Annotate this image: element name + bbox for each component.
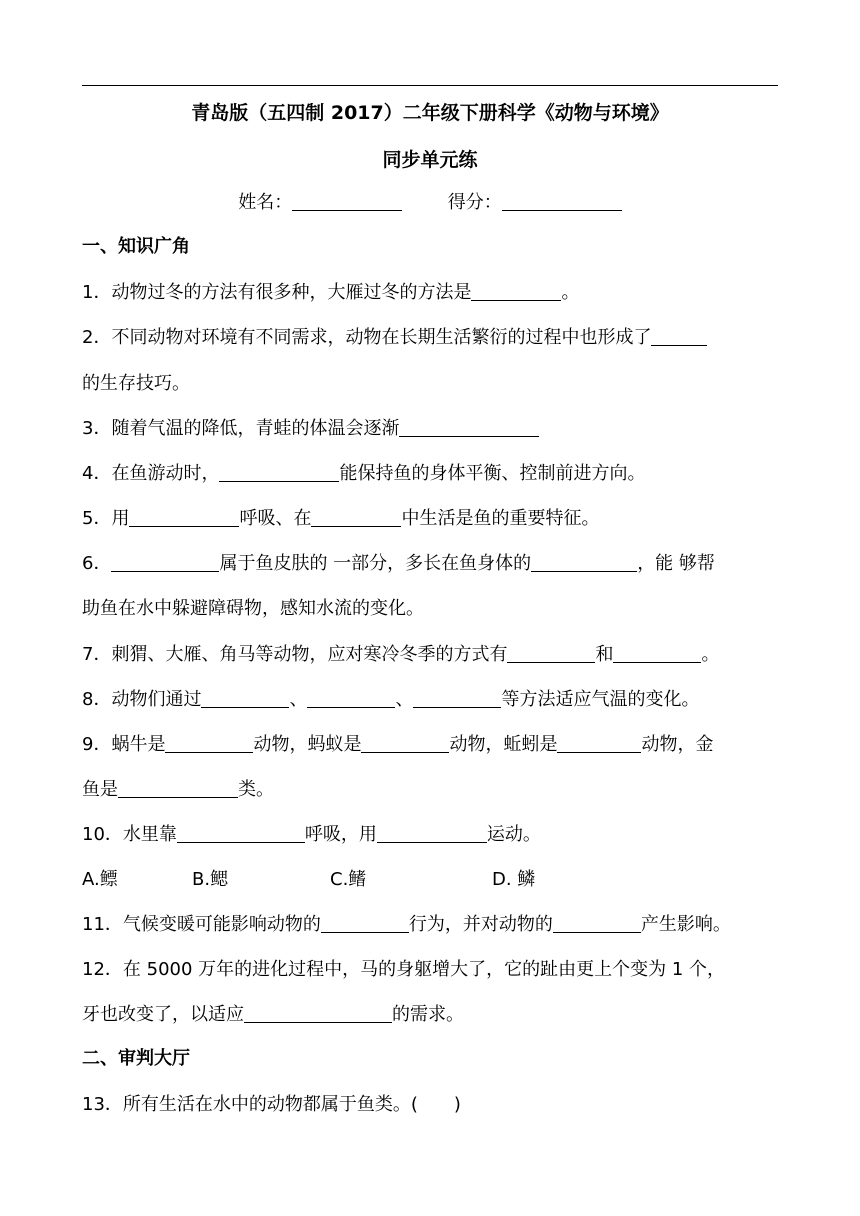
q6-text-mid: 属于鱼皮肤的 一部分，多长在鱼身体的 (219, 553, 532, 574)
answer-blank[interactable] (471, 282, 561, 301)
answer-blank[interactable] (613, 644, 701, 663)
q8-text: 8．动物们通过 (82, 689, 202, 710)
answer-blank[interactable] (165, 734, 253, 753)
q5-text-mid: 呼吸、在 (239, 508, 312, 529)
name-label: 姓名： (238, 192, 293, 213)
page-subtitle: 同步单元练 (382, 149, 478, 171)
question-6 (82, 549, 782, 575)
q9-text: 9．蜗牛是 (82, 734, 166, 755)
q12-text: 12．在 5000 万年的进化过程中，马的身躯增大了，它的趾由更上个变为 1 个， (82, 959, 726, 980)
q7-text-end: 。 (701, 644, 720, 665)
q8-sep-1: 、 (289, 689, 308, 710)
q1-end: 。 (561, 282, 580, 303)
q10-text-end: 运动。 (486, 824, 541, 845)
q10-text-mid: 呼吸，用 (304, 824, 377, 845)
answer-blank[interactable] (399, 418, 539, 437)
answer-blank[interactable] (244, 1004, 392, 1023)
question-9 (82, 730, 782, 756)
top-rule (82, 85, 778, 86)
q10-text: 10．水里靠 (82, 824, 177, 845)
answer-blank[interactable] (651, 327, 707, 346)
question-2 (82, 323, 782, 349)
q11-text-mid: 行为，并对动物的 (408, 914, 553, 935)
question-12 (82, 955, 782, 981)
option-b[interactable]: B.鳃 (192, 869, 229, 890)
q3-text: 3．随着气温的降低，青蛙的体温会逐渐 (82, 418, 400, 439)
q6-text-cont: 助鱼在水中躲避障碍物，感知水流的变化。 (82, 598, 424, 619)
answer-blank[interactable] (413, 689, 501, 708)
question-11 (82, 910, 782, 936)
answer-blank[interactable] (111, 553, 219, 572)
answer-blank[interactable] (219, 463, 339, 482)
answer-blank[interactable] (507, 644, 595, 663)
q7-text: 7．刺猬、大雁、角马等动物，应对寒冷冬季的方式有 (82, 644, 508, 665)
q4-text-end: 能保持鱼的身体平衡、控制前进方向。 (339, 463, 646, 484)
q2-text: 2．不同动物对环境有不同需求，动物在长期生活繁衍的过程中也形成了 (82, 327, 652, 348)
score-label: 得分： (447, 192, 502, 213)
answer-blank[interactable] (377, 824, 487, 843)
name-field[interactable] (238, 188, 402, 214)
q9-text-2: 动物，蚂蚁是 (253, 734, 362, 755)
q7-text-mid: 和 (595, 644, 614, 665)
question-1 (82, 278, 782, 304)
question-3 (82, 414, 782, 440)
q2-text-cont: 的生存技巧。 (82, 373, 190, 394)
q6-text-end: ，能 够帮 (637, 553, 715, 574)
question-4 (82, 459, 782, 485)
question-13 (82, 1090, 782, 1116)
question-10 (82, 820, 782, 846)
page-title: 青岛版（五四制 2017）二年级下册科学《动物与环境》 (191, 102, 669, 124)
question-8 (82, 685, 782, 711)
name-blank[interactable] (292, 192, 402, 211)
answer-blank[interactable] (557, 734, 641, 753)
section-heading-2: 二、审判大厅 (82, 1048, 190, 1069)
q11-text: 11．气候变暖可能影响动物的 (82, 914, 321, 935)
question-9-cont (82, 775, 782, 801)
q5-text-end: 中生活是鱼的重要特征。 (401, 508, 600, 529)
answer-blank[interactable] (201, 689, 289, 708)
q9-text-4: 动物，金 (641, 734, 714, 755)
answer-blank[interactable] (118, 779, 238, 798)
answer-blank[interactable] (361, 734, 449, 753)
q12-text-end: 的需求。 (392, 1004, 464, 1025)
q9-text-5: 鱼是 (82, 779, 118, 800)
option-a[interactable]: A.鳔 (82, 869, 118, 890)
q11-text-end: 产生影响。 (640, 914, 731, 935)
q9-text-3: 动物，蚯蚓是 (449, 734, 558, 755)
answer-blank[interactable] (553, 914, 641, 933)
answer-blank[interactable] (307, 689, 395, 708)
q12-text-cont: 牙也改变了，以适应 (82, 1004, 244, 1025)
q5-text: 5．用 (82, 508, 130, 529)
answer-blank[interactable] (311, 508, 401, 527)
q8-text-end: 等方法适应气温的变化。 (501, 689, 700, 710)
answer-blank[interactable] (129, 508, 239, 527)
q8-sep-2: 、 (395, 689, 414, 710)
q13-text: 13．所有生活在水中的动物都属于鱼类。( ) (82, 1094, 461, 1115)
question-10-options (82, 865, 782, 891)
score-blank[interactable] (502, 192, 622, 211)
answer-blank[interactable] (531, 553, 637, 572)
option-d[interactable]: D. 鳞 (492, 869, 536, 890)
answer-blank[interactable] (177, 824, 305, 843)
score-field[interactable] (448, 188, 622, 214)
q4-text: 4．在鱼游动时， (82, 463, 220, 484)
section-heading-1: 一、知识广角 (82, 236, 190, 257)
answer-blank[interactable] (321, 914, 409, 933)
question-2-cont (82, 369, 782, 395)
name-score-row (0, 188, 860, 214)
question-6-cont (82, 594, 782, 620)
q6-text: 6． (82, 553, 112, 574)
question-5 (82, 504, 782, 530)
question-7 (82, 640, 782, 666)
q9-text-end: 类。 (238, 779, 274, 800)
question-12-cont (82, 1000, 782, 1026)
option-c[interactable]: C.鳍 (330, 869, 367, 890)
q1-text: 1．动物过冬的方法有很多种，大雁过冬的方法是 (82, 282, 472, 303)
